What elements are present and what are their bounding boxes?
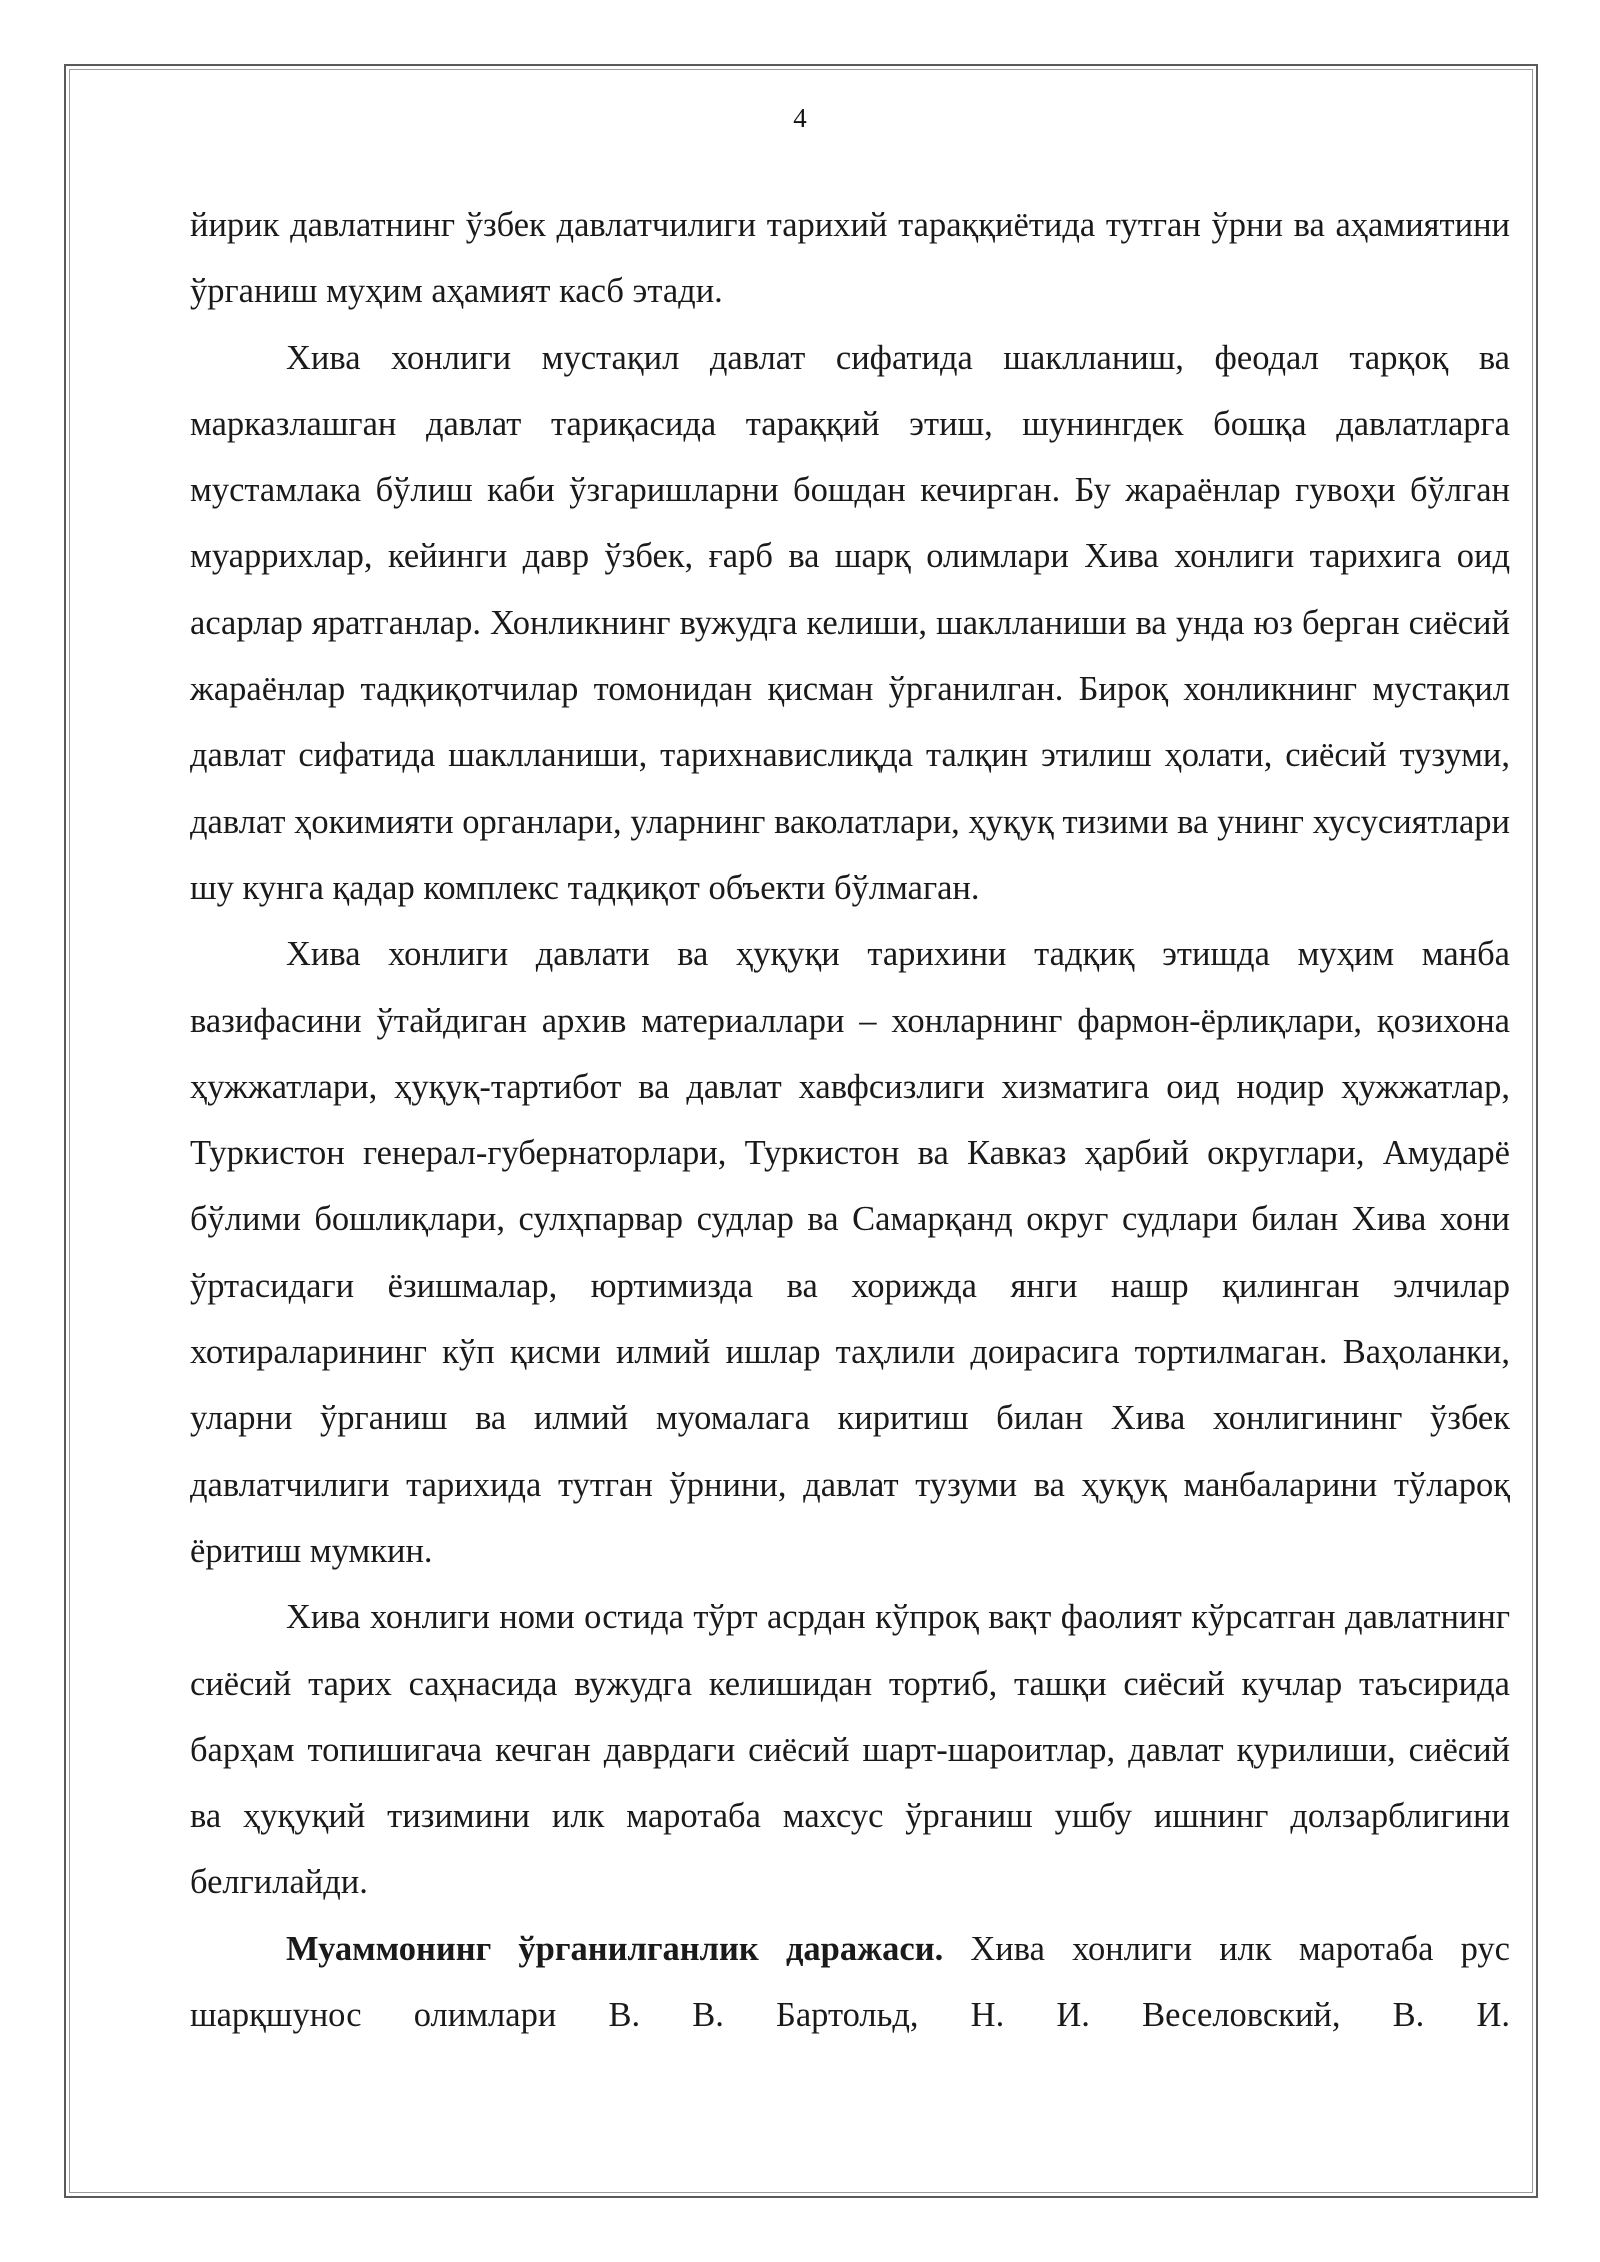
paragraph-3: Хива хонлиги давлати ва ҳуқуқи тарихини тадқиқ этишда муҳим манба вазифасини ўтайдиган архив материаллари – хонларнинг фармон-ёрлиқлари, қозихона ҳужжатлари, ҳуқуқ-тартибот ва давлат хавфсизлиги хизматига оид нодир ҳужжатлар, Туркистон генерал-губернаторлари, Туркистон ва Кавказ ҳарбий округлари, Амударё бўлими бошлиқлари, сулҳпарвар судлар ва Самарқанд округ судлари билан Хива хони ўртасидаги ёзишмалар, юртимизда ва хорижда янги нашр қилинган элчилар хотираларининг кўп қисми илмий ишлар таҳлили доирасига тортилмаган. Ваҳоланки, уларни ўрганиш ва илмий муомалага киритиш билан Хива хонлигининг ўзбек давлатчилиги тарихида тутган ўрнини, давлат тузуми ва ҳуқуқ манбаларини тўлароқ ёритиш мумкин. (190, 935, 1510, 1570)
paragraph-5 (190, 1916, 1510, 2049)
paragraph-4: Хива хонлиги номи остида тўрт асрдан кўпроқ вақт фаолият кўрсатган давлатнинг сиёсий тарих саҳнасида вужудга келишидан тортиб, ташқи сиёсий кучлар таъсирида барҳам топишигача кечган даврдаги сиёсий шарт-шароитлар, давлат қурилиши, сиёсий ва ҳуқуқий тизимини илк маротаба махсус ўрганиш ушбу ишнинг долзарблигини белгилайди. (190, 1598, 1510, 1902)
page-number: 4 (793, 103, 807, 133)
section-heading-inline: Муаммонинг ўрганилганлик даражаси. (286, 1929, 944, 1968)
document-body (190, 192, 1510, 2048)
paragraph-5-text: Хива хонлиги илк маротаба рус шарқшунос олимлари В. В. Бартольд, Н. И. Веселовский, В. И. (190, 1929, 1510, 2035)
paragraph-2: Хива хонлиги мустақил давлат сифатида шаклланиш, феодал тарқоқ ва марказлашган давлат тариқасида тараққий этиш, шунингдек бошқа давлатларга мустамлака бўлиш каби ўзгаришларни бошдан кечирган. Бу жараёнлар гувоҳи бўлган муаррихлар, кейинги давр ўзбек, ғарб ва шарқ олимлари Хива хонлиги тарихига оид асарлар яратганлар. Хонликнинг вужудга келиши, шаклланиши ва унда юз берган сиёсий жараёнлар тадқиқотчилар томонидан қисман ўрганилган. Бироқ хонликнинг мустақил давлат сифатида шаклланиши, тарихнавислиқда талқин этилиш ҳолати, сиёсий тузуми, давлат ҳокимияти органлари, уларнинг ваколатлари, ҳуқуқ тизими ва унинг хусусиятлари шу кунга қадар комплекс тадқиқот объекти бўлмаган. (190, 338, 1510, 907)
paragraph-1: йирик давлатнинг ўзбек давлатчилиги тарихий тараққиётида тутган ўрни ва аҳамиятини ўрганиш муҳим аҳамият касб этади. (190, 206, 1510, 311)
